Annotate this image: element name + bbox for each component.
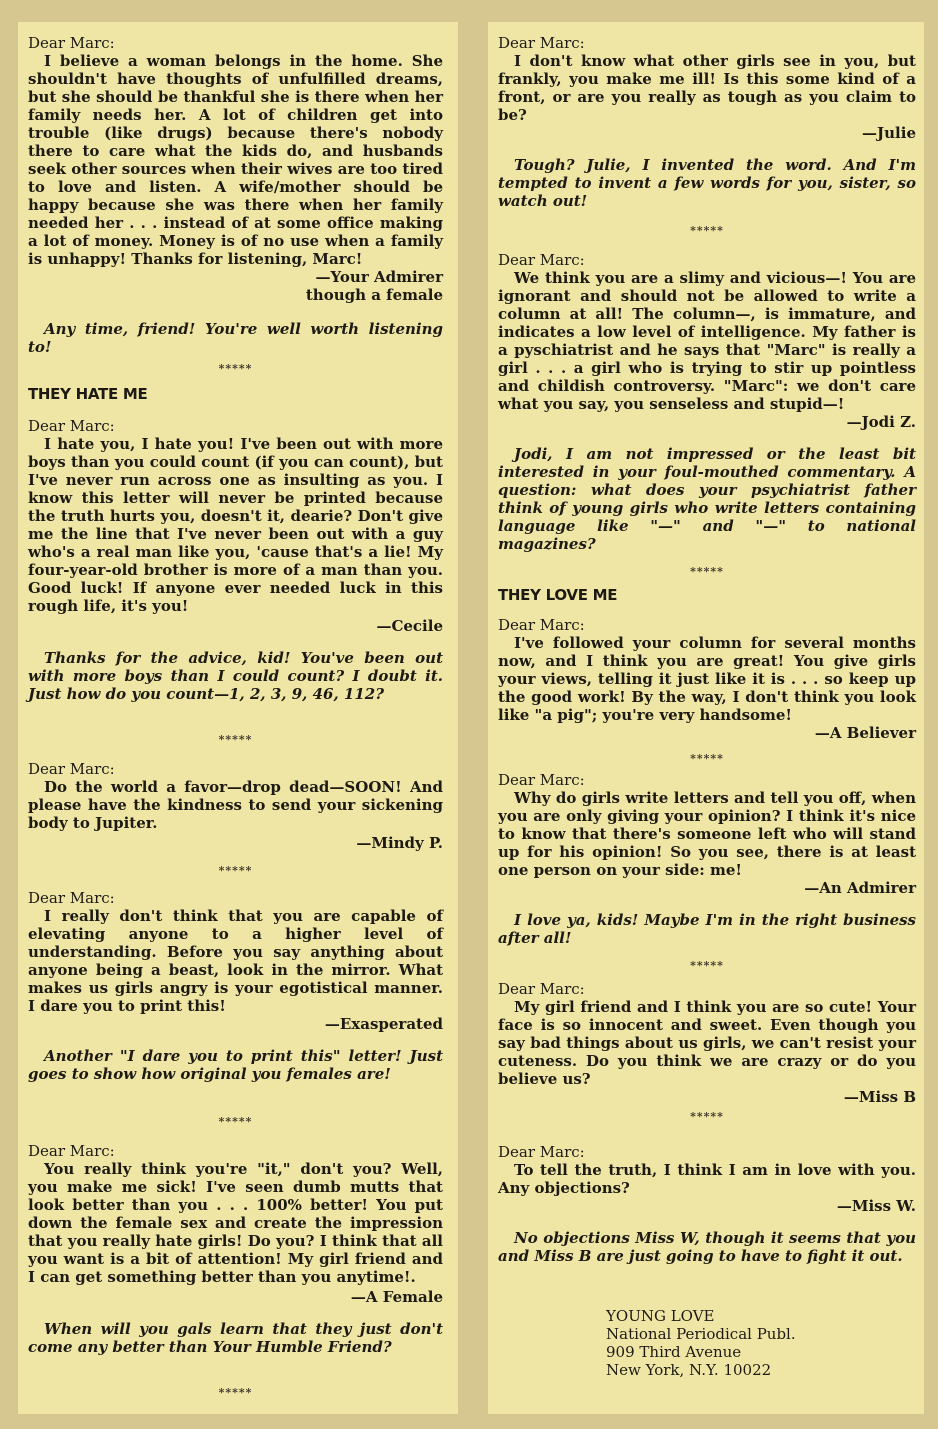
address-line: New York, N.Y. 10022 (606, 1361, 772, 1379)
separator: ***** (690, 1110, 724, 1123)
separator: ***** (690, 224, 724, 237)
address-line: YOUNG LOVE (606, 1307, 715, 1325)
signature: —Miss B (843, 1088, 916, 1106)
letter-body: Do the world a favor—drop dead—SOON! And please have the kindness to send your sickening body to Jupiter. (28, 778, 443, 832)
reply: I love ya, kids! Maybe I'm in the right business after all! (498, 911, 916, 947)
address-line: 909 Third Avenue (606, 1343, 742, 1361)
letter-body: You really think you're "it," don't you? Well, you make me sick! I've seen dumb mutts that look better than you . . . 100% better! You put down the female sex and create the impression that you really hate girls! Do you? I think that all you want is a bit of attention! My girl friend and I can get something better than you anytime!. (28, 1160, 443, 1286)
signature: —Mindy P. (356, 834, 443, 852)
salutation: Dear Marc: (28, 889, 115, 907)
signature: —Cecile (376, 617, 443, 635)
reply: Thanks for the advice, kid! You've been out with more boys than I could count? I doubt it. Just how do you count—1, 2, 3, 9, 46, 112? (28, 649, 443, 703)
separator: ***** (218, 1115, 253, 1128)
mailing-address (498, 1307, 916, 1379)
right-column (498, 34, 916, 1379)
letter-believer (498, 616, 916, 742)
salutation: Dear Marc: (28, 760, 115, 778)
letter-miss-b (498, 980, 916, 1106)
signature: —Julie (862, 124, 916, 142)
letter-body: To tell the truth, I think I am in love with you. Any objections? (498, 1161, 916, 1197)
salutation: Dear Marc: (498, 980, 585, 998)
signature: —Your Admirer though a female (305, 268, 443, 304)
separator: ***** (218, 733, 253, 746)
signature: —Jodi Z. (846, 413, 916, 431)
separator: ***** (690, 959, 724, 972)
signature: —Miss W. (836, 1197, 916, 1215)
letter-miss-w (498, 1143, 916, 1265)
reply: When will you gals learn that they just don't come any better than Your Humble Friend? (28, 1320, 443, 1356)
section-heading: THEY LOVE ME (498, 586, 618, 604)
letter-body: I've followed your column for several months now, and I think you are great! You give girls your views, telling it just like it is . . . so keep up the good work! By the way, I don't think you look like "a pig"; you're very handsome! (498, 634, 916, 724)
separator: ***** (218, 362, 253, 375)
address-line: National Periodical Publ. (606, 1325, 796, 1343)
letter-jodi (498, 251, 916, 553)
salutation: Dear Marc: (498, 34, 585, 52)
letter-body: Why do girls write letters and tell you off, when you are only giving your opinion? I think it's nice to know that there's someone left who will stand up for his opinion! So you see, there is at least one person on your side: me! (498, 789, 916, 879)
reply: Jodi, I am not impressed or the least bit interested in your foul-mouthed commentary. A question: what does your psychiatrist father think of young girls who write letters containing language like "—" and "—" to national magazines? (498, 445, 916, 553)
salutation: Dear Marc: (28, 1142, 115, 1160)
letter-female (28, 1142, 443, 1356)
salutation: Dear Marc: (498, 616, 585, 634)
letter-exasperated (28, 889, 443, 1083)
letter-admirer (28, 34, 443, 356)
letter-julie (498, 34, 916, 210)
signature: —An Admirer (804, 879, 916, 897)
salutation: Dear Marc: (498, 251, 585, 269)
salutation: Dear Marc: (28, 417, 115, 435)
separator: ***** (218, 864, 253, 877)
reply: Tough? Julie, I invented the word. And I'm tempted to invent a few words for you, sister, so watch out! (498, 156, 916, 210)
salutation: Dear Marc: (498, 771, 585, 789)
letter-mindy (28, 760, 443, 852)
reply: No objections Miss W, though it seems that you and Miss B are just going to have to fight it out. (498, 1229, 916, 1265)
reply: Another "I dare you to print this" letter! Just goes to show how original you females are! (28, 1047, 443, 1083)
signature: —A Believer (814, 724, 916, 742)
separator: ***** (690, 565, 724, 578)
separator: ***** (690, 752, 724, 765)
section-heading: THEY HATE ME (28, 385, 148, 403)
signature: —Exasperated (324, 1015, 443, 1033)
letter-body: I don't know what other girls see in you, but frankly, you make me ill! Is this some kind of a front, or are you really as tough as you claim to be? (498, 52, 916, 124)
salutation: Dear Marc: (28, 34, 115, 52)
reply: Any time, friend! You're well worth listening to! (28, 320, 443, 356)
letter-an-admirer (498, 771, 916, 947)
letter-body: My girl friend and I think you are so cute! Your face is so innocent and sweet. Even though you say bad things about us girls, we can't resist your cuteness. Do you think we are crazy or do you believe us? (498, 998, 916, 1088)
letter-body: I really don't think that you are capable of elevating anyone to a higher level of understanding. Before you say anything about anyone being a beast, look in the mirror. What makes us girls angry is your egotistical manner. I dare you to print this! (28, 907, 443, 1015)
salutation: Dear Marc: (498, 1143, 585, 1161)
letter-cecile (28, 417, 443, 703)
separator: ***** (218, 1386, 253, 1399)
signature: —A Female (350, 1288, 443, 1306)
letter-body: We think you are a slimy and vicious—! You are ignorant and should not be allowed to write a column at all! The column—, is immature, and indicates a low level of intelligence. My father is a pyschiatrist and he says that "Marc" is really a girl . . . a girl who is trying to stir up pointless and childish controversy. "Marc": we don't care what you say, you senseless and stupid—! (498, 269, 916, 413)
letter-body: I hate you, I hate you! I've been out with more boys than you could count (if you can count), but I've never run across one as insulting as you. I know this letter will never be printed because the truth hurts you, doesn't it, dearie? Don't give me the line that I've never been out with a guy who's a real man like you, 'cause that's a lie! My four-year-old brother is more of a man than you. Good luck! If anyone ever needed luck in this rough life, it's you! (28, 435, 443, 615)
letter-body: I believe a woman belongs in the home. She shouldn't have thoughts of unfulfilled dreams, but she should be thankful she is there when her family needs her. A lot of children get into trouble (like drugs) because there's nobody there to care what the kids do, and husbands seek other sources when their wives are too tired to love and listen. A wife/mother should be happy because she was there when her family needed her . . . instead of at some office making a lot of money. Money is of no use when a family is unhappy! Thanks for listening, Marc! (28, 52, 443, 268)
left-column (28, 34, 443, 1399)
